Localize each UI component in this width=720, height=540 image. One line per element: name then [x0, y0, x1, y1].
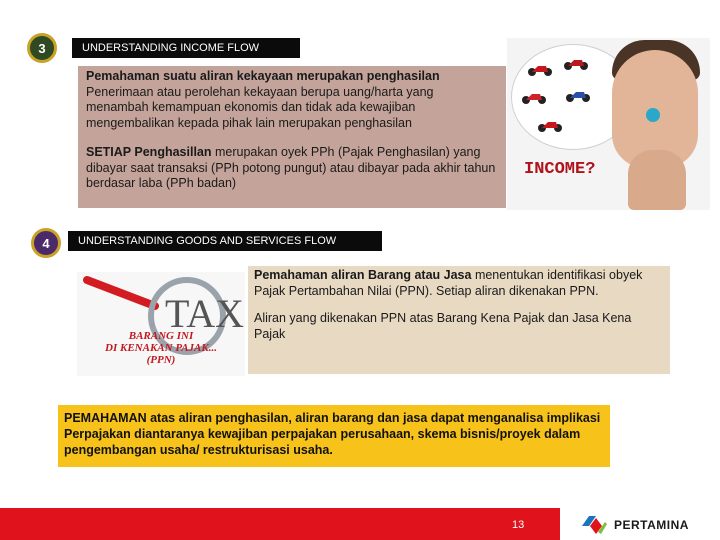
motorcycle-icon [527, 62, 553, 76]
goods-para1-text: menentukan identifikasi obyek Pajak Pertambahan Nilai (PPN). Setiap aliran dikenakan PPN. [254, 268, 643, 298]
income-flow-text-box [78, 66, 506, 208]
tax-caption-line3: (PPN) [146, 354, 176, 366]
tax-caption [81, 330, 241, 366]
tax-caption-line2: DI KENAKAN PAJAK... [105, 342, 217, 354]
section-number: 4 [42, 235, 50, 251]
man-hand [628, 150, 686, 210]
section-number: 3 [38, 40, 46, 56]
thought-dot [646, 108, 660, 122]
brand-name: PERTAMINA [614, 518, 689, 532]
tax-magnifier-image [77, 272, 245, 376]
footer-bar [0, 508, 560, 540]
page-number: 13 [512, 519, 525, 531]
income-title: Pemahaman suatu aliran kekayaan merupakan penghasilan [86, 69, 440, 83]
motorcycle-icon [521, 90, 547, 104]
income-description: Penerimaan atau perolehan kekayaan berupa uang/harta yang menambah kemampuan ekonomis dan tidak ada kewajiban mengembalikan kepada pihak lain merupakan penghasilan [86, 84, 434, 130]
goods-flow-text-box [248, 266, 670, 374]
income-para2-bold: SETIAP Penghasillan [86, 145, 212, 159]
goods-para1-bold: Pemahaman aliran Barang atau Jasa [254, 268, 472, 282]
tax-caption-line1: BARANG INI [128, 330, 194, 342]
section-number-badge [27, 33, 57, 63]
tax-word: TAX [165, 291, 245, 336]
section-header-income: UNDERSTANDING INCOME FLOW [72, 38, 300, 58]
goods-para2: Aliran yang dikenakan PPN atas Barang Kena Pajak dan Jasa Kena Pajak [254, 311, 632, 341]
section-number-badge [31, 228, 61, 258]
section-header-goods: UNDERSTANDING GOODS AND SERVICES FLOW [68, 231, 382, 251]
income-question-label: INCOME? [524, 160, 596, 179]
motorcycle-icon [537, 118, 563, 132]
motorcycle-icon [563, 56, 589, 70]
motorcycle-icon [565, 88, 591, 102]
pertamina-logo-icon [580, 512, 608, 536]
summary-box: PEMAHAMAN atas aliran penghasilan, aliran barang dan jasa dapat menganalisa implikasi Perpajakan diantaranya kewajiban perpajakan perusahaan, skema bisnis/proyek dalam pengembangan usaha/ restrukturisasi usaha. [58, 405, 610, 467]
income-para2-text: merupakan oyek PPh (Pajak Penghasilan) yang dibayar saat transaksi (PPh potong pungut) atau dibayar pada akhir tahun berdasar laba (PPh badan) [86, 145, 496, 190]
